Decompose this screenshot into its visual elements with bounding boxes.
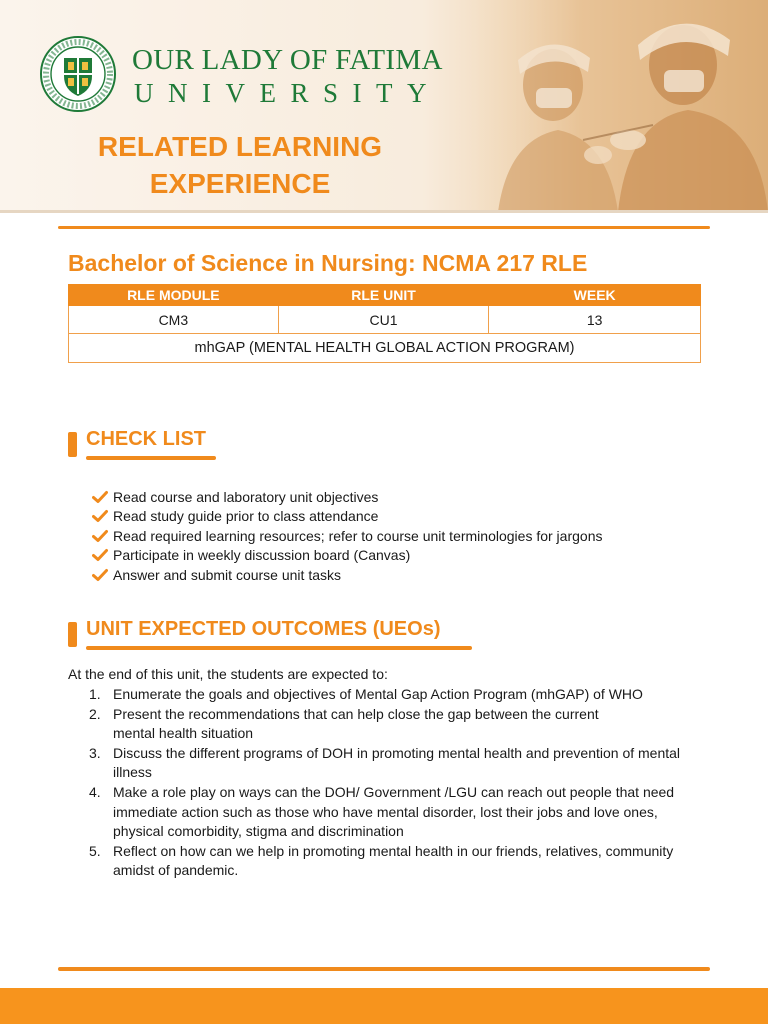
checklist-heading-text: CHECK LIST	[86, 428, 206, 450]
bottom-divider	[58, 967, 710, 971]
checkmark-icon	[92, 548, 108, 562]
item-text	[113, 685, 709, 705]
list-item-text: Read study guide prior to class attendance	[113, 508, 379, 525]
rle-info-table	[68, 284, 701, 363]
list-item	[92, 546, 602, 566]
banner-divider	[0, 210, 768, 213]
cell-rle-unit: CU1	[278, 306, 489, 334]
list-item-text: Read course and laboratory unit objectives	[113, 488, 379, 505]
item-text	[113, 783, 709, 842]
item-line: immediate action such as those who have mental disorder, lost their jobs and love ones,	[113, 803, 658, 820]
item-line: Make a role play on ways can the DOH/ Government /LGU can reach out people that need	[113, 783, 675, 800]
university-seal-icon	[40, 36, 116, 112]
checkmark-icon	[92, 568, 108, 582]
item-line: Reflect on how can we help in promoting mental health in our friends, relatives, community	[113, 842, 674, 859]
header-rle-unit: RLE UNIT	[278, 285, 489, 306]
list-item	[89, 685, 709, 705]
item-number: 2.	[89, 705, 101, 722]
checklist	[92, 487, 602, 585]
item-text	[113, 705, 709, 744]
item-line: illness	[113, 764, 152, 781]
heading-underline	[86, 646, 472, 650]
header-rle-module: RLE MODULE	[69, 285, 279, 306]
course-title: Bachelor of Science in Nursing: NCMA 217 RLE	[68, 250, 588, 276]
list-item	[89, 744, 709, 783]
list-item	[89, 783, 709, 842]
list-item-text: Read required learning resources; refer to course unit terminologies for jargons	[113, 527, 603, 544]
list-item-text: Participate in weekly discussion board (Canvas)	[113, 547, 411, 564]
item-line: Discuss the different programs of DOH in promoting mental health and prevention of mental	[113, 744, 681, 761]
page-title	[60, 128, 420, 202]
outcomes-intro: At the end of this unit, the students are expected to:	[68, 666, 388, 682]
university-name-line2: UNIVERSITY	[134, 78, 441, 108]
page-title-line2: EXPERIENCE	[149, 168, 331, 199]
table-row	[69, 306, 701, 334]
item-line: Enumerate the goals and objectives of Mental Gap Action Program (mhGAP) of WHO	[113, 686, 643, 702]
university-name-line1: OUR LADY OF FATIMA	[132, 44, 443, 76]
item-text	[113, 744, 709, 783]
table-header-row	[69, 285, 701, 306]
header-banner	[0, 0, 768, 212]
item-line: physical comorbidity, stigma and discrimination	[113, 823, 404, 840]
checkmark-icon	[92, 509, 108, 523]
item-number: 4.	[89, 783, 101, 800]
top-divider	[58, 226, 710, 229]
list-item-text: Answer and submit course unit tasks	[113, 566, 341, 583]
item-line: amidst of pandemic.	[113, 862, 239, 879]
item-line: mental health situation	[113, 725, 254, 742]
checkmark-icon	[92, 490, 108, 504]
list-item	[92, 565, 602, 585]
cell-rle-module: CM3	[69, 306, 279, 334]
list-item	[92, 507, 602, 527]
list-item	[92, 487, 602, 507]
nurses-photo	[478, 0, 768, 212]
cell-week: 13	[489, 306, 701, 334]
header-week: WEEK	[489, 285, 701, 306]
page-title-line1: RELATED LEARNING	[97, 131, 383, 162]
table-row-program	[69, 334, 701, 363]
item-number: 1.	[89, 686, 101, 702]
item-number: 5.	[89, 842, 101, 859]
item-text	[113, 842, 709, 881]
checkmark-icon	[92, 529, 108, 543]
outcomes-heading-text: UNIT EXPECTED OUTCOMES (UEOs)	[86, 618, 441, 640]
item-number: 3.	[89, 744, 101, 761]
cell-program: mhGAP (MENTAL HEALTH GLOBAL ACTION PROGRAM)	[69, 334, 701, 363]
heading-bar	[68, 432, 77, 457]
item-line: Present the recommendations that can help close the gap between the current	[113, 705, 599, 722]
list-item	[89, 842, 709, 881]
heading-underline	[86, 456, 216, 460]
list-item	[92, 526, 602, 546]
outcomes-list	[89, 685, 709, 881]
list-item	[89, 705, 709, 744]
footer-band	[0, 988, 768, 1024]
heading-bar	[68, 622, 77, 647]
